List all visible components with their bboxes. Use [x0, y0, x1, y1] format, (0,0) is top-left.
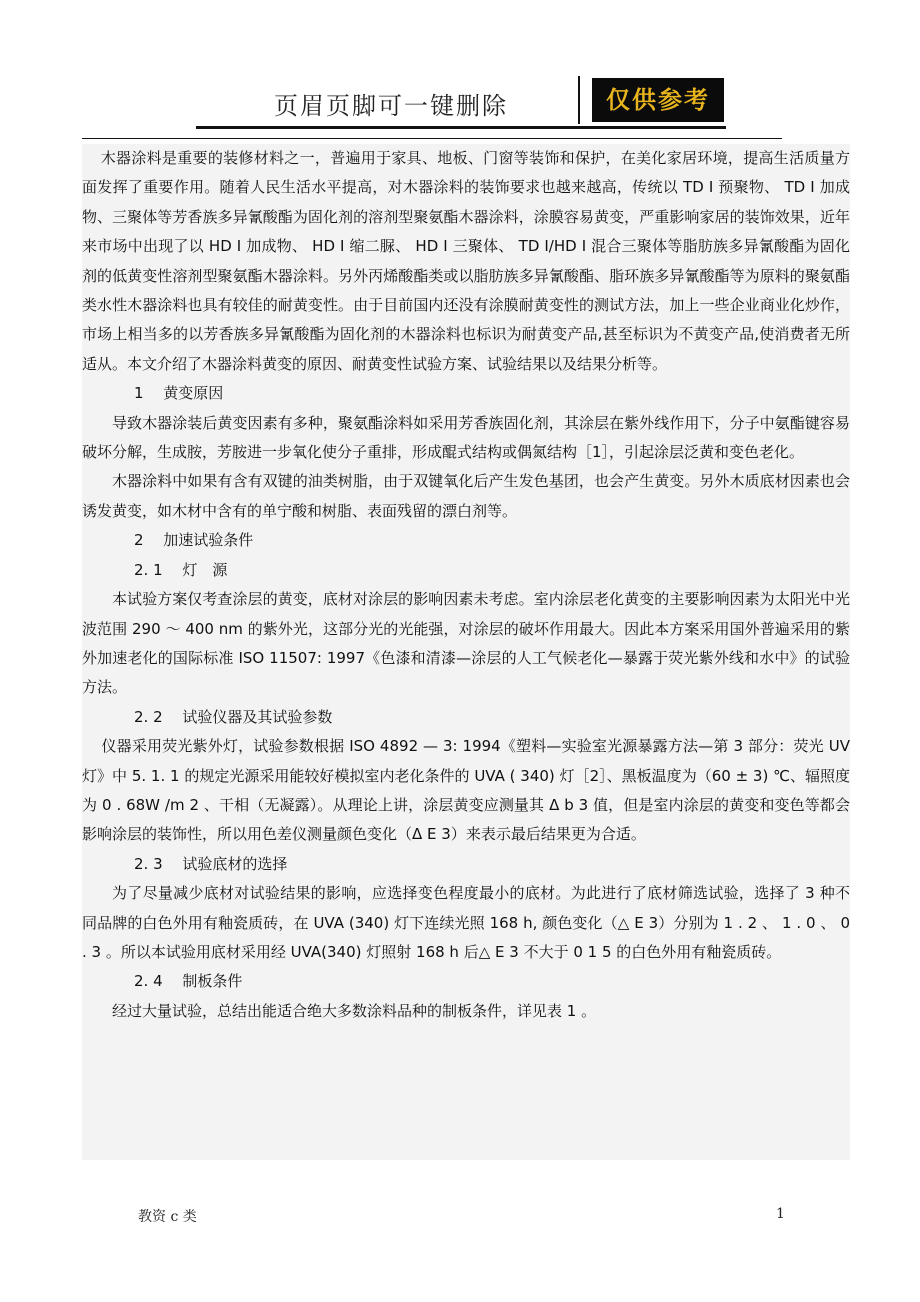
intro-paragraph: 木器涂料是重要的装修材料之一，普遍用于家具、地板、门窗等装饰和保护，在美化家居环境，提高生活质量方面发挥了重要作用。随着人民生活水平提高，对木器涂料的装饰要求也越来越高，传统以 TD I 预聚物、 TD I 加成物、三聚体等芳香族多异氰酸酯为固化剂的溶剂型聚氨酯木器涂料，涂膜容易黄变，严重影响家居的装饰效果，近年来市场中出现了以 HD I 加成物、 HD I 缩二脲、 HD I 三聚体、 TD I/HD I 混合三聚体等脂肪族多异氰酸酯为固化剂的低黄变性溶剂型聚氨酯木器涂料。另外丙烯酸酯类或以脂肪族多异氰酸酯、脂环族多异氰酸酯等为原料的聚氨酯类水性木器涂料也具有较佳的耐黄变性。由于目前国内还没有涂膜耐黄变性的测试方法，加上一些企业商业化炒作，市场上相当多的以芳香族多异氰酸酯为固化剂的木器涂料也标识为耐黄变产品,甚至标识为不黄变产品,使消费者无所适从。本文介绍了木器涂料黄变的原因、耐黄变性试验方案、试验结果以及结果分析等。 [82, 149, 850, 373]
page-number: 1 [776, 1206, 785, 1222]
footer-label: 教资 c 类 [138, 1209, 197, 1225]
section-heading-1: 1 黄变原因 [134, 384, 224, 403]
paragraph-yellowing-causes: 导致木器涂装后黄变因素有多种，聚氨酯涂料如采用芳香族固化剂，其涂层在紫外线作用下，分子中氨酯键容易破坏分解，生成胺，芳胺进一步氧化使分子重排，形成醌式结构或偶氮结构［1］，引起涂层泛黄和变色老化。 [82, 413, 850, 462]
subsection-heading-2-4: 2. 4 制板条件 [134, 972, 243, 991]
header-title: 页眉页脚可一键删除 [274, 92, 508, 120]
subsection-heading-2-3: 2. 3 试验底材的选择 [134, 854, 288, 873]
reference-only-badge: 仅供参考 [592, 78, 724, 122]
subsection-heading-2-1: 2. 1 灯 源 [134, 560, 228, 579]
paragraph-instrument-params: 仪器采用荧光紫外灯，试验参数根据 ISO 4892 — 3: 1994《塑料—实验室光源暴露方法—第 3 部分：荧光 UV 灯》中 5. 1. 1 的规定光源采用能较好模拟室内老化条件的 UVA ( 340) 灯［2］、黑板温度为（60 ± 3) ℃、辐照度为 0 . 68W /m 2 、干相（无凝露）。从理论上讲，涂层黄变应测量其 Δ b 3 值，但是室内涂层的黄变和变色等都会影响涂层的装饰性，所以用色差仪测量颜色变化（Δ E 3）来表示最后结果更为合适。 [82, 737, 850, 844]
header-underline [196, 126, 726, 129]
subsection-heading-2-2: 2. 2 试验仪器及其试验参数 [134, 707, 333, 726]
document-body [82, 144, 850, 1160]
paragraph-substrate-selection: 为了尽量减少底材对试验结果的影响，应选择变色程度最小的底材。为此进行了底材筛选试验，选择了 3 种不同品牌的白色外用有釉瓷质砖，在 UVA (340) 灯下连续光照 168 h, 颜色变化（△ E 3）分别为 1 . 2 、 1 . 0 、 0 . 3 。所以本试验用底材采用经 UVA(340) 灯照射 168 h 后△ E 3 不大于 0 1 5 的白色外用有釉瓷质砖。 [82, 884, 850, 961]
page-footer [0, 1200, 920, 1230]
paragraph-panel-conditions: 经过大量试验，总结出能适合绝大多数涂料品种的制板条件，详见表 1 。 [112, 1001, 597, 1020]
paragraph-light-source: 本试验方案仅考查涂层的黄变，底材对涂层的影响因素未考虑。室内涂层老化黄变的主要影响因素为太阳光中光波范围 290 ～ 400 nm 的紫外光，这部分光的光能强，对涂层的破坏作用最大。因此本方案采用国外普遍采用的紫外加速老化的国际标准 ISO 11507: 1997《色漆和清漆—涂层的人工气候老化—暴露于荧光紫外线和水中》的试验方法。 [82, 590, 850, 697]
paragraph-oil-resins: 木器涂料中如果有含有双键的油类树脂，由于双键氧化后产生发色基团，也会产生黄变。另外木质底材因素也会诱发黄变，如木材中含有的单宁酸和树脂、表面残留的漂白剂等。 [82, 472, 850, 520]
header-rule [82, 138, 782, 139]
header-divider [578, 76, 580, 124]
page-header [0, 0, 920, 140]
section-heading-2: 2 加速试验条件 [134, 531, 254, 550]
